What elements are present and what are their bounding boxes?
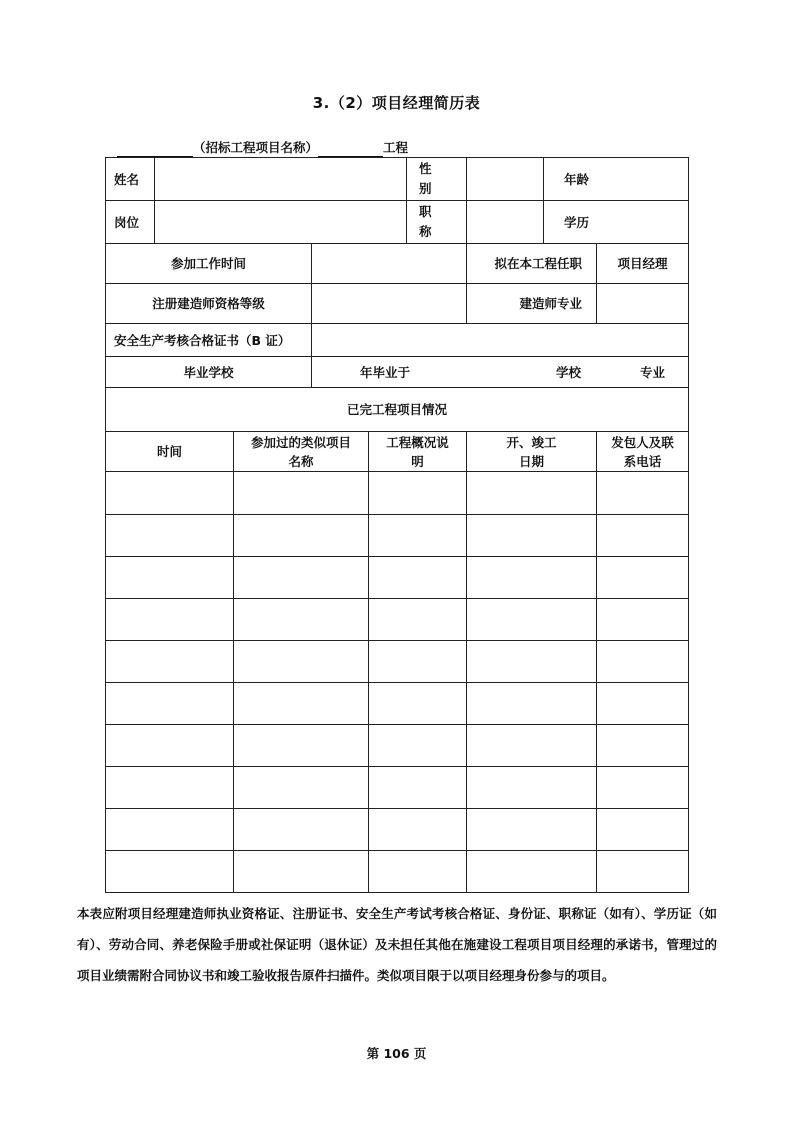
cell-overview[interactable] (369, 557, 467, 599)
gender-label: 性 别 (407, 158, 467, 201)
page-title: 3.（2）项目经理简历表 (312, 94, 481, 112)
cell-overview[interactable] (369, 809, 467, 851)
col-header-overview: 工程概况说 明 (369, 432, 467, 472)
projects-section-heading: 已完工程项目情况 (106, 388, 689, 432)
cell-overview[interactable] (369, 767, 467, 809)
project-name-suffix: 工程 (383, 140, 409, 155)
specialty-value-cell[interactable] (597, 284, 689, 324)
title-value-cell[interactable] (467, 201, 544, 244)
project-name-placeholder: （招标工程项目名称） (193, 138, 318, 158)
graduated-label: 毕业学校 (106, 357, 312, 388)
cell-dates[interactable] (467, 683, 597, 725)
name-value-cell[interactable] (155, 158, 407, 201)
position-label: 岗位 (106, 201, 155, 244)
cell-client-contact[interactable] (597, 515, 689, 557)
cell-time[interactable] (106, 641, 234, 683)
table-row (106, 201, 689, 244)
cell-dates[interactable] (467, 851, 597, 893)
proposed-role-value: 项目经理 (597, 244, 689, 284)
age-label: 年龄 (564, 171, 590, 187)
table-row (106, 557, 689, 599)
cell-overview[interactable] (369, 599, 467, 641)
cell-client-contact[interactable] (597, 472, 689, 515)
cell-client-contact[interactable] (597, 683, 689, 725)
table-row (106, 725, 689, 767)
proposed-role-label: 拟在本工程任职 (467, 244, 597, 284)
work-start-label: 参加工作时间 (106, 244, 312, 284)
cell-overview[interactable] (369, 472, 467, 515)
table-row (106, 388, 689, 432)
cell-time[interactable] (106, 809, 234, 851)
cell-dates[interactable] (467, 641, 597, 683)
cell-dates[interactable] (467, 725, 597, 767)
table-row (106, 472, 689, 515)
cell-project-name[interactable] (234, 851, 369, 893)
cell-dates[interactable] (467, 767, 597, 809)
table-row (106, 809, 689, 851)
cell-project-name[interactable] (234, 557, 369, 599)
qualification-label: 注册建造师资格等级 (106, 284, 312, 324)
graduated-value-cell[interactable] (312, 357, 689, 388)
cell-overview[interactable] (369, 683, 467, 725)
cell-time[interactable] (106, 683, 234, 725)
cell-dates[interactable] (467, 809, 597, 851)
table-row (106, 851, 689, 893)
cell-time[interactable] (106, 599, 234, 641)
col-header-dates: 开、竣工 日期 (467, 432, 597, 472)
cell-client-contact[interactable] (597, 725, 689, 767)
cell-project-name[interactable] (234, 641, 369, 683)
cell-project-name[interactable] (234, 767, 369, 809)
position-value-cell[interactable] (155, 201, 407, 244)
cell-overview[interactable] (369, 641, 467, 683)
table-row (106, 683, 689, 725)
projects-header-row (106, 432, 689, 472)
major-text: 专业 (640, 364, 666, 380)
safety-cert-label: 安全生产考核合格证书（B 证） (106, 324, 312, 357)
cell-client-contact[interactable] (597, 599, 689, 641)
project-name-blank-right (318, 140, 383, 157)
school-text: 学校 (556, 364, 582, 380)
cell-time[interactable] (106, 472, 234, 515)
gender-value-cell[interactable] (467, 158, 544, 201)
cell-time[interactable] (106, 725, 234, 767)
cell-dates[interactable] (467, 557, 597, 599)
table-row (106, 599, 689, 641)
age-label-row (544, 158, 689, 201)
project-name-line (117, 138, 408, 158)
cell-project-name[interactable] (234, 472, 369, 515)
education-label: 学历 (564, 214, 590, 230)
cell-project-name[interactable] (234, 515, 369, 557)
safety-cert-value-cell[interactable] (312, 324, 689, 357)
col-header-client-contact: 发包人及联 系电话 (597, 432, 689, 472)
table-row (106, 324, 689, 357)
qualification-value-cell[interactable] (312, 284, 467, 324)
page-number: 第 106 页 (366, 1046, 427, 1061)
cell-overview[interactable] (369, 725, 467, 767)
cell-project-name[interactable] (234, 599, 369, 641)
education-label-row (544, 201, 689, 244)
cell-client-contact[interactable] (597, 641, 689, 683)
col-header-time: 时间 (106, 432, 234, 472)
work-start-value-cell[interactable] (312, 244, 467, 284)
cell-project-name[interactable] (234, 809, 369, 851)
cell-time[interactable] (106, 767, 234, 809)
cell-time[interactable] (106, 515, 234, 557)
cell-client-contact[interactable] (597, 557, 689, 599)
project-name-blank-left (117, 140, 193, 157)
table-row (106, 515, 689, 557)
specialty-label: 建造师专业 (467, 284, 597, 324)
table-row (106, 357, 689, 388)
cell-client-contact[interactable] (597, 809, 689, 851)
table-row (106, 158, 689, 201)
table-row (106, 244, 689, 284)
cell-time[interactable] (106, 557, 234, 599)
cell-dates[interactable] (467, 599, 597, 641)
attachment-note: 本表应附项目经理建造师执业资格证、注册证书、安全生产考试考核合格证、身份证、职称证（如有）、学历证（如有）、劳动合同、养老保险手册或社保证明（退休证）及未担任其他在施建设工程项目项目经理的承诺书，管理过的项目业绩需附合同协议书和竣工验收报告原件扫描件。类似项目限于以项目经理身份参与的项目。 (77, 906, 717, 983)
table-row (106, 641, 689, 683)
cell-project-name[interactable] (234, 725, 369, 767)
cell-overview[interactable] (369, 515, 467, 557)
cell-dates[interactable] (467, 472, 597, 515)
resume-table (105, 157, 689, 893)
title-label: 职 称 (407, 201, 467, 244)
graduated-year-text: 年毕业于 (360, 364, 411, 380)
cell-dates[interactable] (467, 515, 597, 557)
table-row (106, 767, 689, 809)
cell-client-contact[interactable] (597, 851, 689, 893)
table-row (106, 284, 689, 324)
name-label: 姓名 (106, 158, 155, 201)
cell-time[interactable] (106, 851, 234, 893)
col-header-project-name: 参加过的类似项目 名称 (234, 432, 369, 472)
cell-overview[interactable] (369, 851, 467, 893)
cell-client-contact[interactable] (597, 767, 689, 809)
cell-project-name[interactable] (234, 683, 369, 725)
